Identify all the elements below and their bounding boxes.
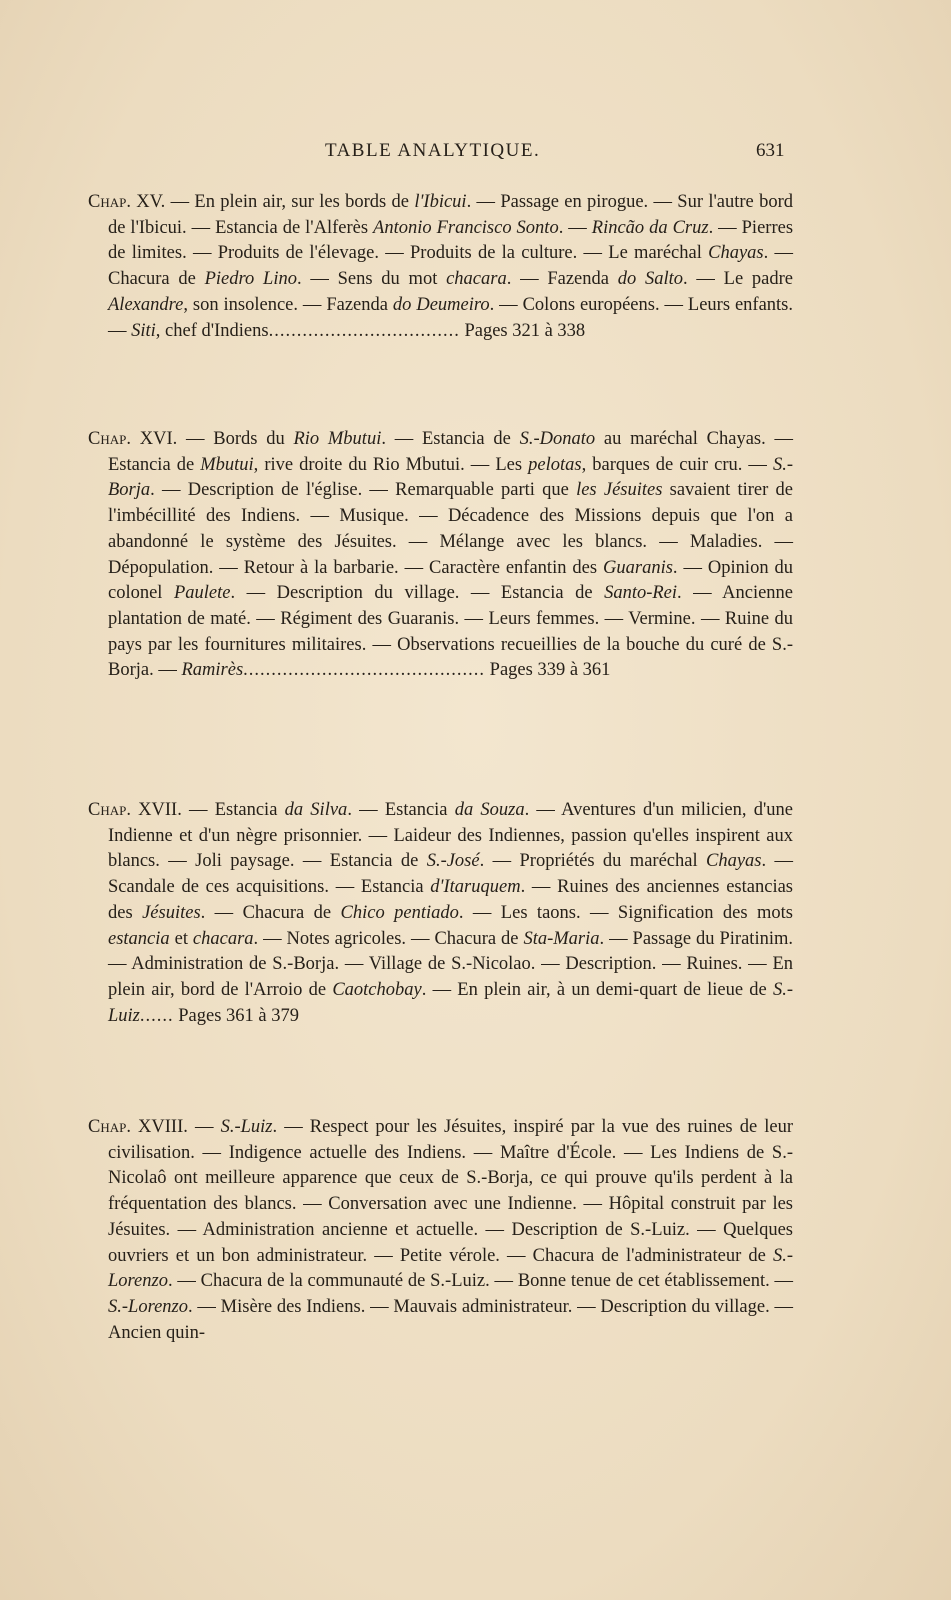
page-range: Pages 339 à 361 [489, 660, 611, 681]
italic-term: S.-Lorenzo [108, 1245, 793, 1292]
chapter-label: Chap. XVI. [88, 429, 178, 449]
summary-text: . — Le padre [683, 269, 794, 290]
summary-text: . — Notes agricoles. — Chacura de [253, 928, 524, 949]
summary-text: savaient tirer de l'imbécillité des Indiens. — Musique. — Décadence des Missions depuis que l'on a abandonné le système des Jésuites. — Mélange avec les blancs. — Maladies. — Dépopulation. — Retour à la barbarie. — Caractère enfantin des [108, 480, 793, 578]
dot-leader: ........................................... [243, 660, 486, 681]
summary-text: . — Estancia [347, 800, 455, 820]
italic-term: Santo-Rei [604, 583, 678, 604]
italic-term: S.-Donato [519, 429, 596, 449]
summary-text: . — Fazenda [506, 269, 618, 290]
chapter-entry-xvi [88, 427, 793, 684]
page-range: Pages 321 à 338 [464, 320, 586, 341]
summary-text: . — Ruines des anciennes estancias des [108, 877, 793, 923]
italic-term: do Salto [617, 269, 684, 290]
chapter-summary [108, 1117, 793, 1343]
italic-term: S.-Luiz [220, 1117, 273, 1137]
dot-leader: ...... [139, 1005, 174, 1026]
chapter-entry-xviii [88, 1115, 793, 1346]
summary-text: . — Sens du mot [296, 269, 447, 290]
summary-text: . — Estancia de [381, 429, 520, 449]
summary-text: . — Chacura de [200, 902, 341, 923]
summary-text: . — Ancienne plantation de maté. — Régiment des Guaranis. — Leurs femmes. — Vermine. — Ruine du pays par les fournitures militaires. — Observations recueillies de la bouche du curé de S.-Borja. — [108, 583, 794, 681]
chapter-entry-xv [88, 190, 793, 344]
italic-term: l'Ibicui [414, 192, 467, 212]
italic-term: Piedro Lino [204, 269, 297, 290]
summary-text: . — Colons européens. — Leurs enfants. — [108, 294, 793, 341]
italic-term: da Silva [284, 800, 348, 820]
italic-term: Jésuites [142, 902, 201, 923]
summary-text: . — Respect pour les Jésuites, inspiré par la vue des ruines de leur civilisation. — Indigence actuelle des Indiens. — Maître d'École. — Les Indiens de S.-Nicolaô ont meilleure apparence que ceux de S.-Borja, ce qui prouve qu'ils perdent à la fréquentation des blancs. — Conversation avec une Indienne. — Hôpital construit par les Jésuites. — Administration ancienne et actuelle. — Description de S.-Luiz. — Quelques ouvriers et un bon administrateur. — Petite vérole. — Chacura de l'administrateur de [108, 1117, 793, 1266]
italic-term: S.-Borja [108, 454, 793, 501]
chapter-summary [108, 800, 793, 1026]
italic-term: Caotchobay [332, 979, 422, 1000]
summary-text: — Bords du [177, 429, 294, 449]
italic-term: Rincão da Cruz [591, 217, 709, 238]
italic-term: estancia [108, 928, 170, 949]
summary-text: et [169, 928, 193, 949]
summary-text: . — Opinion du colonel [108, 557, 794, 604]
italic-term: d'Itaruquem [430, 877, 521, 898]
summary-text: . — Passage du Piratinim. — Administration de S.-Borja. — Village de S.-Nicolao. — Description. — Ruines. — En plein air, bord de l'Arroio de [108, 928, 793, 1000]
summary-text: . — Misère des Indiens. — Mauvais administrateur. — Description du village. — Ancien quin- [108, 1296, 793, 1343]
summary-text: , rive droite du Rio Mbutui. — Les [253, 454, 529, 475]
summary-text: . — Description de l'église. — Remarquable parti que [150, 480, 577, 501]
page-range: Pages 361 à 379 [178, 1005, 300, 1026]
italic-term: Rio Mbutui [293, 429, 382, 449]
summary-text: — En plein air, sur les bords de [165, 192, 415, 212]
italic-term: Siti [131, 320, 156, 341]
summary-text: . — Passage en pirogue. — Sur l'autre bord de l'Ibicui. — Estancia de l'Alferès [108, 192, 793, 238]
italic-term: pelotas [528, 454, 582, 475]
italic-term: Chayas [708, 243, 764, 264]
italic-term: S.-Lorenzo [108, 1296, 188, 1317]
chapter-label: Chap. XVIII. [88, 1117, 188, 1137]
italic-term: Guaranis [603, 557, 673, 578]
chapter-label: Chap. XV. [88, 192, 166, 212]
page-number: 631 [756, 140, 785, 161]
running-header [0, 140, 951, 170]
italic-term: da Souza [454, 800, 525, 820]
italic-term: Mbutui [200, 454, 254, 475]
chapter-paragraph [88, 798, 793, 1029]
italic-term: Chayas [705, 851, 762, 872]
chapter-label: Chap. XVII. [88, 800, 182, 820]
summary-text: , barques de cuir cru. — [581, 454, 773, 475]
summary-text: , son insolence. — Fazenda [183, 294, 393, 315]
italic-term: les Jésuites [576, 480, 663, 501]
summary-text: . — Scandale de ces acquisitions. — Estancia [108, 851, 793, 898]
italic-term: Paulete [173, 583, 231, 604]
summary-text: . — [558, 217, 592, 238]
italic-term: S.-Luiz [108, 979, 793, 1026]
summary-text: . — Description du village. — Estancia de [230, 583, 605, 604]
chapter-paragraph [88, 190, 793, 344]
chapter-summary [108, 429, 793, 680]
summary-text: . — En plein air, à un demi-quart de lieue de [421, 979, 773, 1000]
page-title: TABLE ANALYTIQUE. [325, 140, 541, 161]
chapter-paragraph [88, 427, 793, 684]
italic-term: Sta-Maria [523, 928, 600, 949]
italic-term: Chico pentiado [340, 902, 459, 923]
chapter-entry-xvii [88, 798, 793, 1029]
italic-term: do Deumeiro [392, 294, 490, 315]
summary-text: . — Propriétés du maréchal [479, 851, 706, 872]
italic-term: chacara [446, 269, 507, 290]
summary-text: . — Chacura de [108, 243, 793, 290]
chapter-paragraph [88, 1115, 793, 1346]
summary-text: au maréchal Chayas. — Estancia de [108, 429, 793, 475]
italic-term: Alexandre [108, 294, 184, 315]
summary-text: . — Les taons. — Signification des mots [458, 902, 793, 923]
summary-text: . — Chacura de la communauté de S.-Luiz. — Bonne tenue de cet établissement. — [167, 1271, 793, 1292]
summary-text: — [187, 1117, 221, 1137]
summary-text: . — Aventures d'un milicien, d'une Indienne et d'un nègre prisonnier. — Laideur des Indiennes, passion qu'elles inspirent aux blancs. — Joli paysage. — Estancia de [108, 800, 793, 872]
summary-text: . — Pierres de limites. — Produits de l'élevage. — Produits de la culture. — Le maréchal [108, 217, 794, 264]
italic-term: chacara [192, 928, 254, 949]
dot-leader: .................................. [268, 320, 460, 341]
summary-text: — Estancia [181, 800, 285, 820]
italic-term: Ramirès [181, 660, 244, 681]
chapter-summary [108, 192, 793, 341]
italic-term: S.-José [426, 851, 480, 872]
summary-text: , chef d'Indiens [155, 320, 269, 341]
italic-term: Antonio Francisco Sonto [373, 217, 559, 238]
